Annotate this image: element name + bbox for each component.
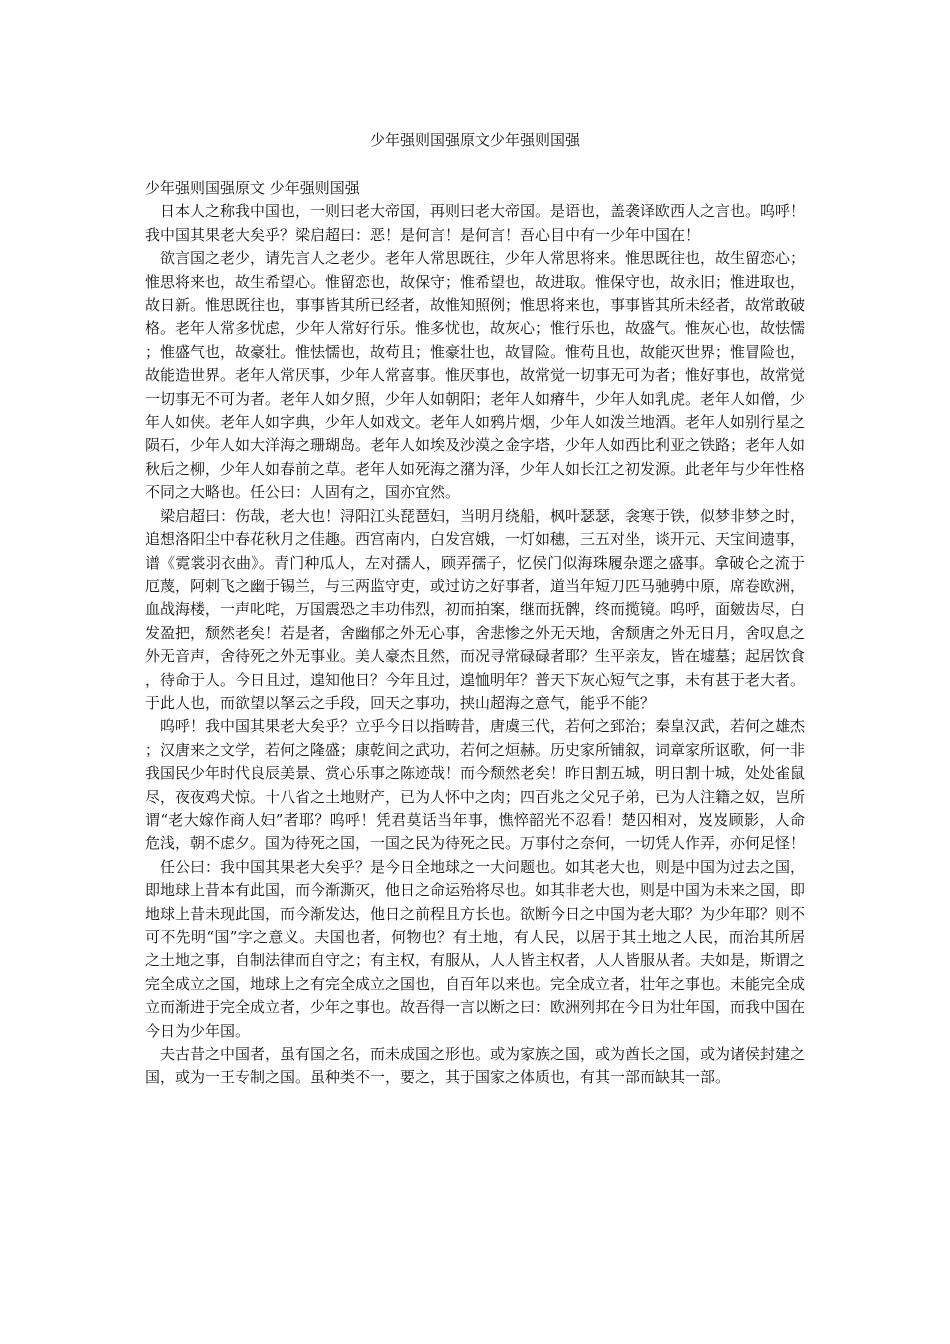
document-title: 少年强则国强原文少年强则国强 (369, 131, 580, 149)
paragraph-1: 日本人之称我中国也，一则曰老大帝国，再则曰老大帝国。是语也，盖袭译欧西人之言也。呜呼！我中国其果老大矣乎？梁启超曰：恶！是何言！是何言！吾心目中有一少年中国在！ (145, 202, 806, 244)
document-subtitle: 少年强则国强原文 少年强则国强 (145, 179, 360, 197)
paragraph-6: 夫古昔之中国者，虽有国之名，而未成国之形也。或为家族之国，或为酋长之国，或为诸侯封建之国，或为一王专制之国。虽种类不一，要之，其于国家之体质也，有其一部而缺其一部。 (145, 1045, 806, 1087)
paragraph-2: 欲言国之老少，请先言人之老少。老年人常思既往，少年人常思将来。惟思既往也，故生留恋心；惟思将来也，故生希望心。惟留恋也，故保守；惟希望也，故进取。惟保守也，故永旧；惟进取也，故日新。惟思既往也，事事皆其所已经者，故惟知照例；惟思将来也，事事皆其所未经者，故常敢破格。老年人常多忧虑，少年人常好行乐。惟多忧也，故灰心；惟行乐也，故盛气。惟灰心也，故怯懦；惟盛气也，故豪壮。惟怯懦也，故苟且；惟豪壮也，故冒险。惟苟且也，故能灭世界；惟冒险也，故能造世界。老年人常厌事，少年人常喜事。惟厌事也，故常觉一切事无可为者；惟好事也，故常觉一切事无不可为者。老年人如夕照，少年人如朝阳；老年人如瘠牛，少年人如乳虎。老年人如僧，少年人如侠。老年人如字典，少年人如戏文。老年人如鸦片烟，少年人如泼兰地酒。老年人如别行星之陨石，少年人如大洋海之珊瑚岛。老年人如埃及沙漠之金字塔，少年人如西比利亚之铁路；老年人如秋后之柳，少年人如春前之草。老年人如死海之潴为泽，少年人如长江之初发源。此老年与少年性格不同之大略也。任公曰：人固有之，国亦宜然。 (145, 249, 806, 502)
document-body (145, 177, 805, 1090)
paragraph-5: 任公曰：我中国其果老大矣乎？是今日全地球之一大问题也。如其老大也，则是中国为过去之国，即地球上昔本有此国，而今渐澌灭，他日之命运殆将尽也。如其非老大也，则是中国为未来之国，即地球上昔未现此国，而今渐发达，他日之前程且方长也。欲断今日之中国为老大耶？为少年耶？则不可不先明“国”字之意义。夫国也者，何物也？有土地，有人民，以居于其土地之人民，而治其所居之土地之事，自制法律而自守之；有主权，有服从，人人皆主权者，人人皆服从者。夫如是，斯谓之完全成立之国，地球上之有完全成立之国也，自百年以来也。完全成立者，壮年之事也。未能完全成立而渐进于完全成立者，少年之事也。故吾得一言以断之曰：欧洲列邦在今日为壮年国，而我中国在今日为少年国。 (145, 857, 806, 1040)
paragraph-3: 梁启超曰：伤哉，老大也！浔阳江头琵琶妇，当明月绕船，枫叶瑟瑟，衾寒于铁，似梦非梦之时，追想洛阳尘中春花秋月之佳趣。西宫南内，白发宫娥，一灯如穗，三五对坐，谈开元、天宝间遗事，谱《霓裳羽衣曲》。青门种瓜人，左对孺人，顾弄孺子，忆侯门似海珠履杂遝之盛事。拿破仑之流于厄蔑，阿剌飞之幽于锡兰，与三两监守吏，或过访之好事者，道当年短刀匹马驰骋中原，席卷欧洲，血战海楼，一声叱咤，万国震恐之丰功伟烈，初而拍案，继而抚髀，终而揽镜。呜呼，面皴齿尽，白发盈把，颓然老矣！若是者，舍幽郁之外无心事，舍悲惨之外无天地，舍颓唐之外无日月，舍叹息之外无音声，舍待死之外无事业。美人豪杰且然，而况寻常碌碌者耶？生平亲友，皆在墟墓；起居饮食，待命于人。今日且过，遑知他日？今年且过，遑恤明年？普天下灰心短气之事，未有甚于老大者。于此人也，而欲望以拏云之手段，回天之事功，挟山超海之意气，能乎不能？ (145, 506, 806, 712)
paragraph-4: 呜呼！我中国其果老大矣乎？立乎今日以指畴昔，唐虞三代，若何之郅治；秦皇汉武，若何之雄杰；汉唐来之文学，若何之隆盛；康乾间之武功，若何之烜赫。历史家所铺叙，词章家所讴歌，何一非我国民少年时代良辰美景、赏心乐事之陈迹哉！而今颓然老矣！昨日割五城，明日割十城，处处雀鼠尽，夜夜鸡犬惊。十八省之土地财产，已为人怀中之肉；四百兆之父兄子弟，已为人注籍之奴，岂所谓“老大嫁作商人妇”者耶？呜呼！凭君莫话当年事，憔悴韶光不忍看！楚囚相对，岌岌顾影，人命危浅，朝不虑夕。国为待死之国，一国之民为待死之民。万事付之奈何，一切凭人作弄，亦何足怪！ (145, 717, 806, 853)
